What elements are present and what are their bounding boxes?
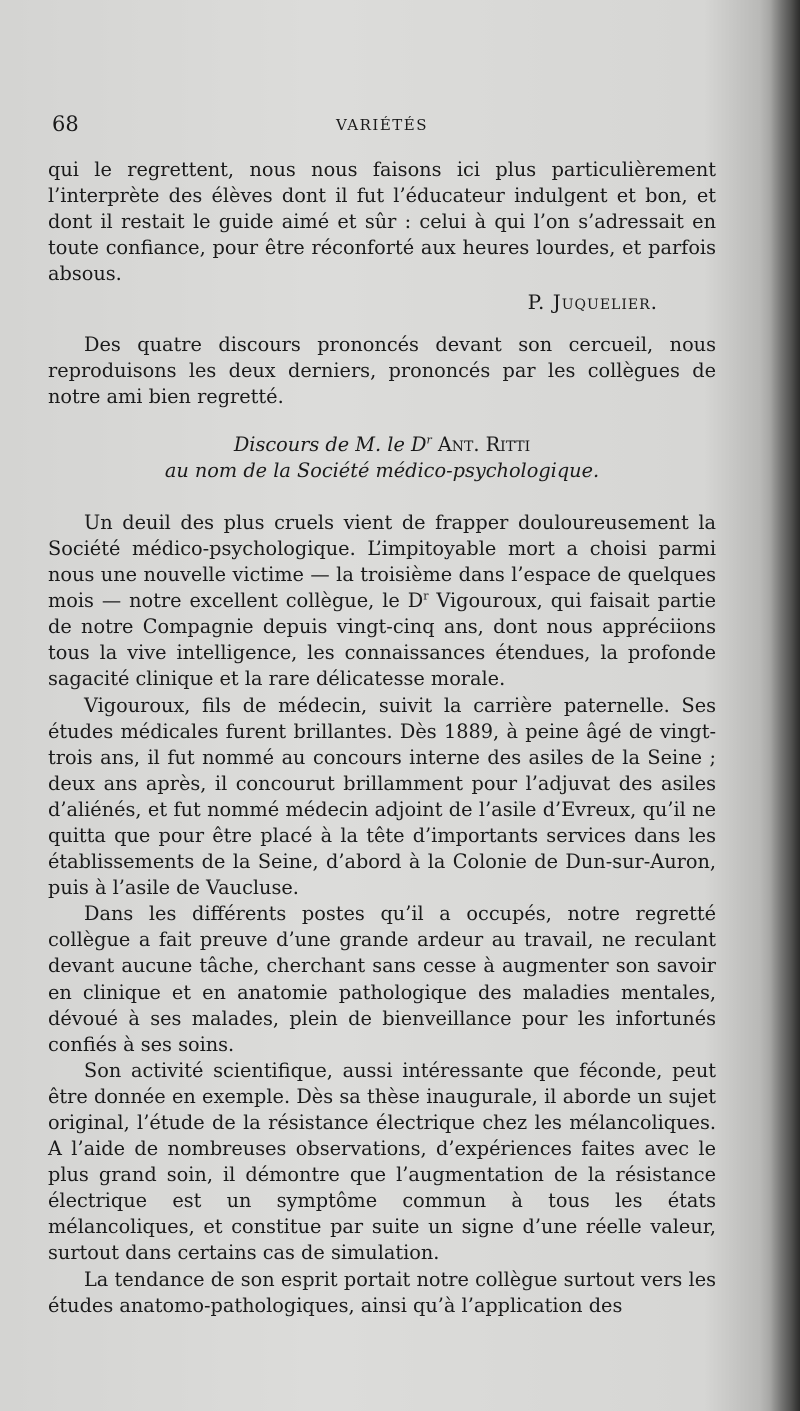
signature: P. Juquelier. xyxy=(527,290,658,315)
speech-heading xyxy=(48,432,716,458)
body-text xyxy=(48,157,716,1319)
paragraph-mourning-part2: Vigouroux, qui faisait partie de notre Compagnie depuis vingt-cinq ans, dont nous appréciions tous la vive intelligence, les connaissances étendues, la profonde sagacité clinique et la rare délicatesse morale. xyxy=(48,589,716,691)
speech-subheading: au nom de la Société médico-psychologique. xyxy=(164,458,600,482)
paragraph-scientific-activity: Son activité scientifique, aussi intéressante que féconde, peut être donnée en exemple. Dès sa thèse inaugurale, il aborde un sujet original, l’étude de la résistance électrique chez les mélancoliques. A l’aide de nombreuses observations, d’expériences faites avec le plus grand soin, il démontre que l’augmentation de la résistance électrique est un symptôme commun à tous les états mélancoliques, et constitue par suite un signe d’une réelle valeur, surtout dans certains cas de simulation. xyxy=(48,1058,716,1265)
paragraph-career: Vigouroux, fils de médecin, suivit la carrière paternelle. Ses études médicales furent brillantes. Dès 1889, à peine âgé de vingt-trois ans, il fut nommé au concours interne des asiles de la Seine ; deux ans après, il concourut brillamment pour l’adjuvat des asiles d’aliénés, et fut nommé médecin adjoint de l’asile d’Evreux, qu’il ne quitta que pour être placé à la tête d’importants services dans les établissements de la Seine, d’abord à la Colonie de Dun-sur-Auron, puis à l’asile de Vaucluse. xyxy=(48,693,716,900)
paragraph-mourning xyxy=(48,510,716,693)
paragraph-intro: Des quatre discours prononcés devant son cercueil, nous reproduisons les deux derniers, prononcés par les collègues de notre ami bien regretté. xyxy=(48,332,716,408)
paragraph-posts: Dans les différents postes qu’il a occupés, notre regretté collègue a fait preuve d’une grande ardeur au travail, ne reculant devant aucune tâche, cherchant sans cesse à augmenter son savoir en clinique et en anatomie pathologique des maladies mentales, dévoué à ses malades, plein de bienveillance pour les infortunés confiés à ses soins. xyxy=(48,902,716,1056)
speech-heading-name: Ant. Ritti xyxy=(437,432,531,456)
page-edge-shadow xyxy=(770,0,800,1411)
paragraph-mourning-superscript: r xyxy=(423,589,429,603)
paragraph-closing: qui le regrettent, nous nous faisons ici plus particulièrement l’interprète des élèves dont il fut l’éducateur indulgent et bon, et dont il restait le guide aimé et sûr : celui à qui l’on s’adressait en toute confiance, pour être réconforté aux heures lourdes, et parfois absous. xyxy=(48,158,716,286)
speech-heading-prefix: Discours de M. le D xyxy=(233,432,427,456)
page-number: 68 xyxy=(52,112,79,136)
page-header xyxy=(52,112,712,142)
running-title: VARIÉTÉS xyxy=(335,116,429,134)
paragraph-tendency: La tendance de son esprit portait notre collègue surtout vers les études anatomo-pathologiques, ainsi qu’à l’application des xyxy=(48,1267,716,1317)
paragraph-mourning-part1: Un deuil des plus cruels vient de frapper douloureusement la Société médico-psychologique. L’impitoyable mort a choisi parmi nous une nouvelle victime — la troisième dans l’espace de quelques mois — notre excellent collègue, le D xyxy=(48,510,716,613)
speech-heading-superscript: r xyxy=(426,433,432,447)
